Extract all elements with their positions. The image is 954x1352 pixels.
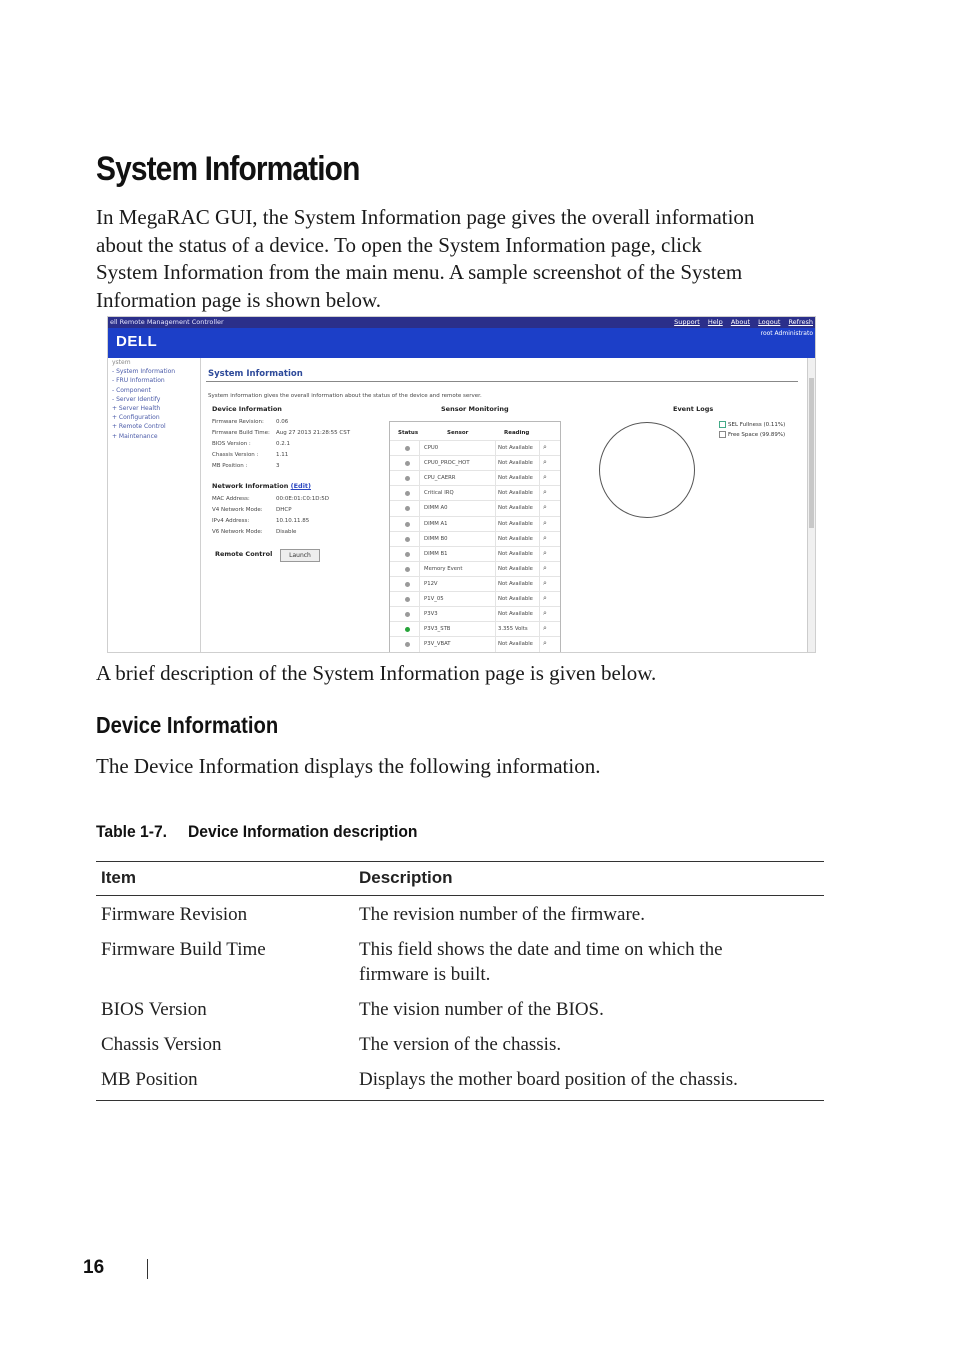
device-info-row [212, 441, 290, 447]
sensor-reading: Not Available [498, 445, 533, 451]
app-title: ell Remote Management Controller [110, 318, 224, 326]
item-cell: MB Position [96, 1063, 354, 1101]
sensor-reading: Not Available [498, 550, 533, 557]
section-heading: Device Information [96, 712, 279, 738]
sensor-name: CPU0_PROC_HOT [424, 460, 470, 467]
sensor-reading: Not Available [498, 611, 533, 618]
magnifier-icon[interactable]: ⌕ [543, 443, 547, 451]
sensor-row [390, 455, 560, 471]
main-menu [108, 358, 201, 652]
sensor-reading: Not Available [498, 535, 533, 542]
screenshot-intro: System information gives the overall information about the status of the device and remote server. [208, 393, 482, 399]
status-indicator-icon [405, 642, 410, 647]
intro-line: about the status of a device. To open the System Information page, click [96, 232, 702, 257]
kv-key: MB Position : [212, 463, 248, 469]
sensor-row [390, 576, 560, 592]
divider [206, 381, 798, 382]
description-cell [354, 933, 824, 993]
description-cell: Displays the mother board position of the chassis. [354, 1063, 824, 1101]
sensor-row [390, 636, 560, 652]
header-description: Description [354, 862, 824, 896]
event-log-pie-chart [599, 422, 695, 518]
page-title: System Information [96, 150, 360, 188]
magnifier-icon[interactable]: ⌕ [543, 563, 547, 572]
sensor-reading: Not Available [498, 460, 533, 467]
sensor-row [390, 500, 560, 516]
status-indicator-icon [405, 461, 410, 466]
sensor-name: P3V3_STB [424, 626, 451, 633]
kv-key: V6 Network Mode: [212, 529, 263, 535]
kv-key: MAC Address: [212, 496, 250, 502]
magnifier-icon[interactable]: ⌕ [543, 473, 547, 482]
magnifier-icon[interactable]: ⌕ [543, 458, 547, 467]
screenshot-scrollbar[interactable] [807, 358, 815, 652]
description-cell: The version of the chassis. [359, 1034, 562, 1055]
device-info-row [212, 419, 288, 425]
magnifier-icon[interactable]: ⌕ [543, 594, 547, 602]
kv-key: V4 Network Mode: [212, 507, 263, 513]
network-info-row [212, 529, 296, 535]
sensor-name: P1V_05 [424, 596, 444, 602]
status-indicator-icon [405, 476, 410, 481]
sensor-row [390, 516, 560, 532]
table-row [96, 1063, 824, 1101]
sensor-row [390, 485, 560, 501]
menu-item-system-information[interactable]: - System Information [112, 368, 176, 376]
kv-value: DHCP [276, 507, 292, 513]
sensor-name: DIMM B0 [424, 535, 448, 542]
sensor-row [390, 470, 560, 486]
table-row [96, 1028, 824, 1063]
support-link[interactable]: Support [674, 318, 700, 326]
sensor-monitoring-title: Sensor Monitoring [441, 405, 509, 413]
header-item: Item [96, 862, 354, 896]
status-indicator-icon [405, 597, 410, 602]
section-text: The Device Information displays the following information. [96, 754, 601, 778]
kv-value: 3 [276, 463, 280, 469]
brand-banner [108, 328, 815, 358]
legend-free-space [719, 431, 785, 438]
legend-label: SEL Fullness (0.11%) [728, 422, 786, 428]
col-reading: Reading [504, 430, 530, 436]
sensor-name: DIMM A0 [424, 505, 448, 512]
kv-key: Firmware Revision: [212, 419, 264, 425]
sensor-row [390, 591, 560, 607]
device-info-title: Device Information [212, 405, 282, 413]
sensor-name: Memory Event [424, 565, 463, 572]
sensor-row [390, 546, 560, 562]
sensor-reading: Not Available [498, 475, 533, 482]
menu-item-remote-control[interactable]: + Remote Control [112, 423, 166, 431]
status-indicator-icon [405, 491, 410, 496]
magnifier-icon[interactable]: ⌕ [543, 609, 547, 618]
item-cell: Chassis Version [101, 1034, 222, 1055]
sensor-row [390, 621, 560, 637]
menu-root[interactable]: ystem [112, 359, 131, 366]
item-cell: BIOS Version [101, 999, 207, 1020]
user-label: root Administrato [760, 330, 813, 337]
page-number: 16 [83, 1257, 105, 1278]
magnifier-icon[interactable]: ⌕ [543, 624, 547, 633]
status-indicator-icon [405, 612, 410, 617]
help-link[interactable]: Help [707, 318, 723, 326]
status-indicator-icon [405, 567, 410, 572]
sensor-name: DIMM B1 [424, 550, 448, 557]
kv-value: Aug 27 2013 21:28:55 CST [276, 430, 351, 436]
status-indicator-icon [405, 446, 410, 451]
sensor-reading: Not Available [498, 596, 533, 602]
network-info-row [212, 496, 329, 502]
sensor-reading: Not Available [498, 490, 533, 497]
status-indicator-icon [405, 506, 410, 511]
item-cell: Firmware Revision [101, 904, 248, 925]
table-header-row [96, 862, 824, 896]
sensor-reading: Not Available [498, 520, 533, 527]
magnifier-icon[interactable]: ⌕ [543, 518, 547, 527]
sensor-name: DIMM A1 [424, 520, 448, 527]
sensor-row [390, 606, 560, 622]
col-sensor: Sensor [447, 430, 469, 436]
sensor-row [390, 531, 560, 547]
kv-key: Firmware Build Time: [212, 430, 270, 436]
kv-value: 00:0E:01:C0:1D:5D [276, 496, 330, 502]
kv-value: 10.10.11.85 [276, 518, 310, 524]
legend-sel-fullness [719, 421, 785, 428]
network-info-title [212, 482, 311, 490]
network-info-label: Network Information [212, 482, 289, 490]
kv-value: 0.06 [276, 419, 289, 425]
sensor-row [390, 561, 560, 577]
table-row [96, 896, 824, 934]
launch-button[interactable]: Launch [280, 549, 320, 562]
network-info-row [212, 518, 309, 524]
status-indicator-icon [405, 552, 410, 557]
status-indicator-icon [405, 522, 410, 527]
status-indicator-icon [405, 582, 410, 587]
description-text: This field shows the date and time on which the firmware is built. [359, 939, 723, 985]
sensor-name: CPU0 [424, 445, 439, 451]
menu-item-component[interactable]: - Component [112, 386, 151, 394]
kv-key: IPv4 Address: [212, 518, 250, 524]
menu-item-server-identify[interactable]: - Server Identify [112, 395, 161, 403]
magnifier-icon[interactable]: ⌕ [543, 639, 547, 648]
col-status: Status [398, 430, 419, 436]
page-number-divider [147, 1259, 148, 1279]
sensor-reading: Not Available [498, 565, 533, 572]
magnifier-icon[interactable]: ⌕ [543, 578, 547, 587]
sensor-name: Critical IRQ [424, 490, 454, 497]
table-row [96, 993, 824, 1028]
intro-line: In MegaRAC GUI, the System Information page gives the overall information [96, 205, 755, 229]
magnifier-icon[interactable]: ⌕ [543, 488, 547, 497]
intro-line: System Information from the main menu. A sample screenshot of the System [96, 260, 743, 284]
kv-value: 1.11 [276, 452, 289, 458]
sensor-name: P12V [424, 580, 438, 587]
sensor-name: P3V3 [424, 611, 438, 618]
network-edit-link[interactable]: (Edit) [290, 482, 311, 490]
magnifier-icon[interactable]: ⌕ [543, 548, 547, 557]
description-cell: The revision number of the firmware. [359, 904, 645, 925]
magnifier-icon[interactable]: ⌕ [543, 533, 547, 542]
description-cell: The vision number of the BIOS. [359, 999, 604, 1020]
sensor-reading: Not Available [498, 641, 533, 648]
kv-value: 0.2.1 [276, 441, 290, 447]
status-indicator-icon [405, 627, 410, 632]
screenshot-page-title: System Information [208, 369, 303, 379]
sensor-name: P3V_VBAT [424, 641, 451, 648]
screenshot-title-bar [108, 317, 815, 328]
table-number: Table 1-7. [96, 822, 167, 841]
device-information-table [96, 861, 824, 1101]
table-title: Device Information description [188, 822, 418, 841]
remote-control-title: Remote Control [215, 550, 273, 558]
menu-item-configuration[interactable]: + Configuration [112, 414, 160, 422]
sensor-name: CPU_CAERR [424, 475, 456, 482]
intro-paragraph [96, 204, 754, 314]
event-logs-title: Event Logs [673, 405, 714, 413]
top-links [668, 318, 813, 326]
sensor-reading: 3.355 Volts [498, 626, 528, 633]
table-caption [96, 822, 417, 842]
menu-item-maintenance[interactable]: + Maintenance [112, 432, 158, 440]
table-row [96, 933, 824, 993]
sensor-row [390, 440, 560, 456]
scroll-thumb[interactable] [809, 378, 814, 528]
menu-item-server-health[interactable]: + Server Health [112, 405, 161, 413]
legend-label: Free Space (99.89%) [728, 432, 786, 438]
about-link[interactable]: About [730, 318, 751, 326]
system-information-screenshot [107, 316, 816, 653]
device-info-row [212, 463, 280, 469]
sensor-reading: Not Available [498, 505, 533, 512]
device-info-row [212, 430, 350, 436]
after-screenshot-text: A brief description of the System Information page is given below. [96, 661, 657, 685]
network-info-row [212, 507, 292, 513]
sensor-table [389, 421, 561, 653]
item-cell: Firmware Build Time [101, 939, 266, 960]
sensor-reading: Not Available [498, 580, 533, 587]
device-info-row [212, 452, 288, 458]
menu-item-fru-information[interactable]: - FRU Information [112, 377, 165, 385]
kv-key: BIOS Version : [212, 441, 251, 447]
kv-key: Chassis Version : [212, 452, 259, 458]
dell-logo: DELL [116, 333, 158, 350]
legend-swatch [719, 421, 726, 428]
magnifier-icon[interactable]: ⌕ [543, 503, 547, 512]
refresh-link[interactable]: Refresh [788, 318, 813, 326]
legend-swatch [719, 431, 726, 438]
status-indicator-icon [405, 537, 410, 542]
logout-link[interactable]: Logout [758, 318, 781, 326]
kv-value: Disable [276, 529, 297, 535]
intro-line: Information page is shown below. [96, 287, 381, 312]
